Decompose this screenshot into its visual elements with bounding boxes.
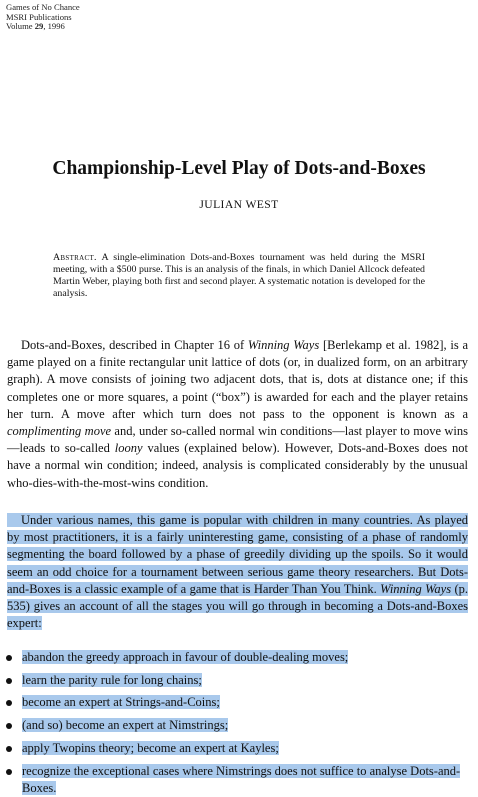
paragraph-intro (7, 337, 468, 492)
abstract-text: A single-elimination Dots-and-Boxes tournament was held during the MSRI meeting, with a $500 purse. This is an analysis of the finals, in which Daniel Allcock defeated Martin Weber, playing both first and second player. A systematic notation is developed for the analysis. (53, 252, 425, 299)
list-item[interactable] (4, 694, 468, 711)
book-title-winning-ways-2: Winning Ways (380, 581, 452, 596)
intro-part-4: values (explained below). However, Dots-and-Boxes does not have a normal win condition; indeed, analysis is complicated considerably by the unusual who-dies-with-the-most-wins condition. (7, 441, 468, 490)
list-item-text: apply Twopins theory; become an expert at Kayles; (22, 740, 279, 755)
list-item-text: abandon the greedy approach in favour of double-dealing moves; (22, 650, 349, 664)
volume-line (6, 22, 80, 32)
paper-title: Championship-Level Play of Dots-and-Boxes (52, 158, 426, 179)
publication-header (6, 3, 80, 32)
list-item-text: learn the parity rule for long chains; (22, 672, 202, 687)
bullet-icon (6, 746, 12, 752)
term-loony: loony (114, 441, 143, 456)
list-item[interactable] (4, 763, 468, 797)
book-title: Games of No Chance (6, 2, 80, 12)
abstract (53, 252, 425, 300)
abstract-label: Abstract. (53, 252, 97, 263)
stages-part-1: Under various names, this game is popular with children in many countries. As played by most practitioners, it is a fairly uninteresting game, consisting of a phase of randomly segmenting the board followed by a phase of greedily dividing up the spoils. So it would seem an odd choice for a tournament between serious game theory researchers. But Dots-and-Boxes is a classic example of a game that is Harder Than You Think. (7, 513, 468, 596)
bullet-icon (6, 678, 12, 684)
bullet-icon (6, 655, 12, 661)
list-item[interactable] (4, 649, 468, 666)
highlight-paragraph-stages[interactable] (7, 513, 468, 630)
publisher: MSRI Publications (6, 11, 72, 22)
volume-suffix: , 1996 (43, 21, 65, 32)
book-title-winning-ways: Winning Ways (247, 338, 320, 352)
stages-part-2: (p. 535) gives an account of all the stages you will go through in becoming a Dots-and-Boxes expert: (7, 581, 468, 631)
list-item[interactable] (4, 717, 468, 734)
bullet-icon (6, 700, 12, 706)
intro-part-3: and, under so-called normal win conditions—last player to move wins—leads to so-called (7, 424, 468, 456)
author-name: JULIAN WEST (199, 198, 279, 211)
volume-number: 29 (34, 21, 44, 32)
list-item[interactable] (4, 672, 468, 689)
list-item[interactable] (4, 740, 468, 757)
intro-part-2: [Berlekamp et al. 1982], is a game played on a finite rectangular unit lattice of dots (or, in dualized form, on an arbitrary graph). A move consists of joining two adjacent dots, that is, dots at distance one; if this completes one or more squares, a point (“box”) is awarded for each and the player retains her turn. A move after which turn does not pass to the opponent is known as a (7, 338, 468, 421)
list-item-text: (and so) become an expert at Nimstrings; (22, 718, 229, 733)
volume-prefix: Volume (6, 21, 35, 32)
bullet-icon (6, 769, 12, 775)
list-item-text: become an expert at Strings-and-Coins; (22, 695, 220, 710)
bullet-icon (6, 723, 12, 729)
expert-stages-list (4, 649, 468, 797)
term-complimenting-move: complimenting move (7, 424, 112, 439)
list-item-text: recognize the exceptional cases where Nimstrings does not suffice to analyse Dots-and-Boxes. (22, 763, 461, 795)
intro-part-1: Dots-and-Boxes, described in Chapter 16 of (21, 338, 248, 352)
paragraph-stages[interactable] (7, 512, 468, 632)
